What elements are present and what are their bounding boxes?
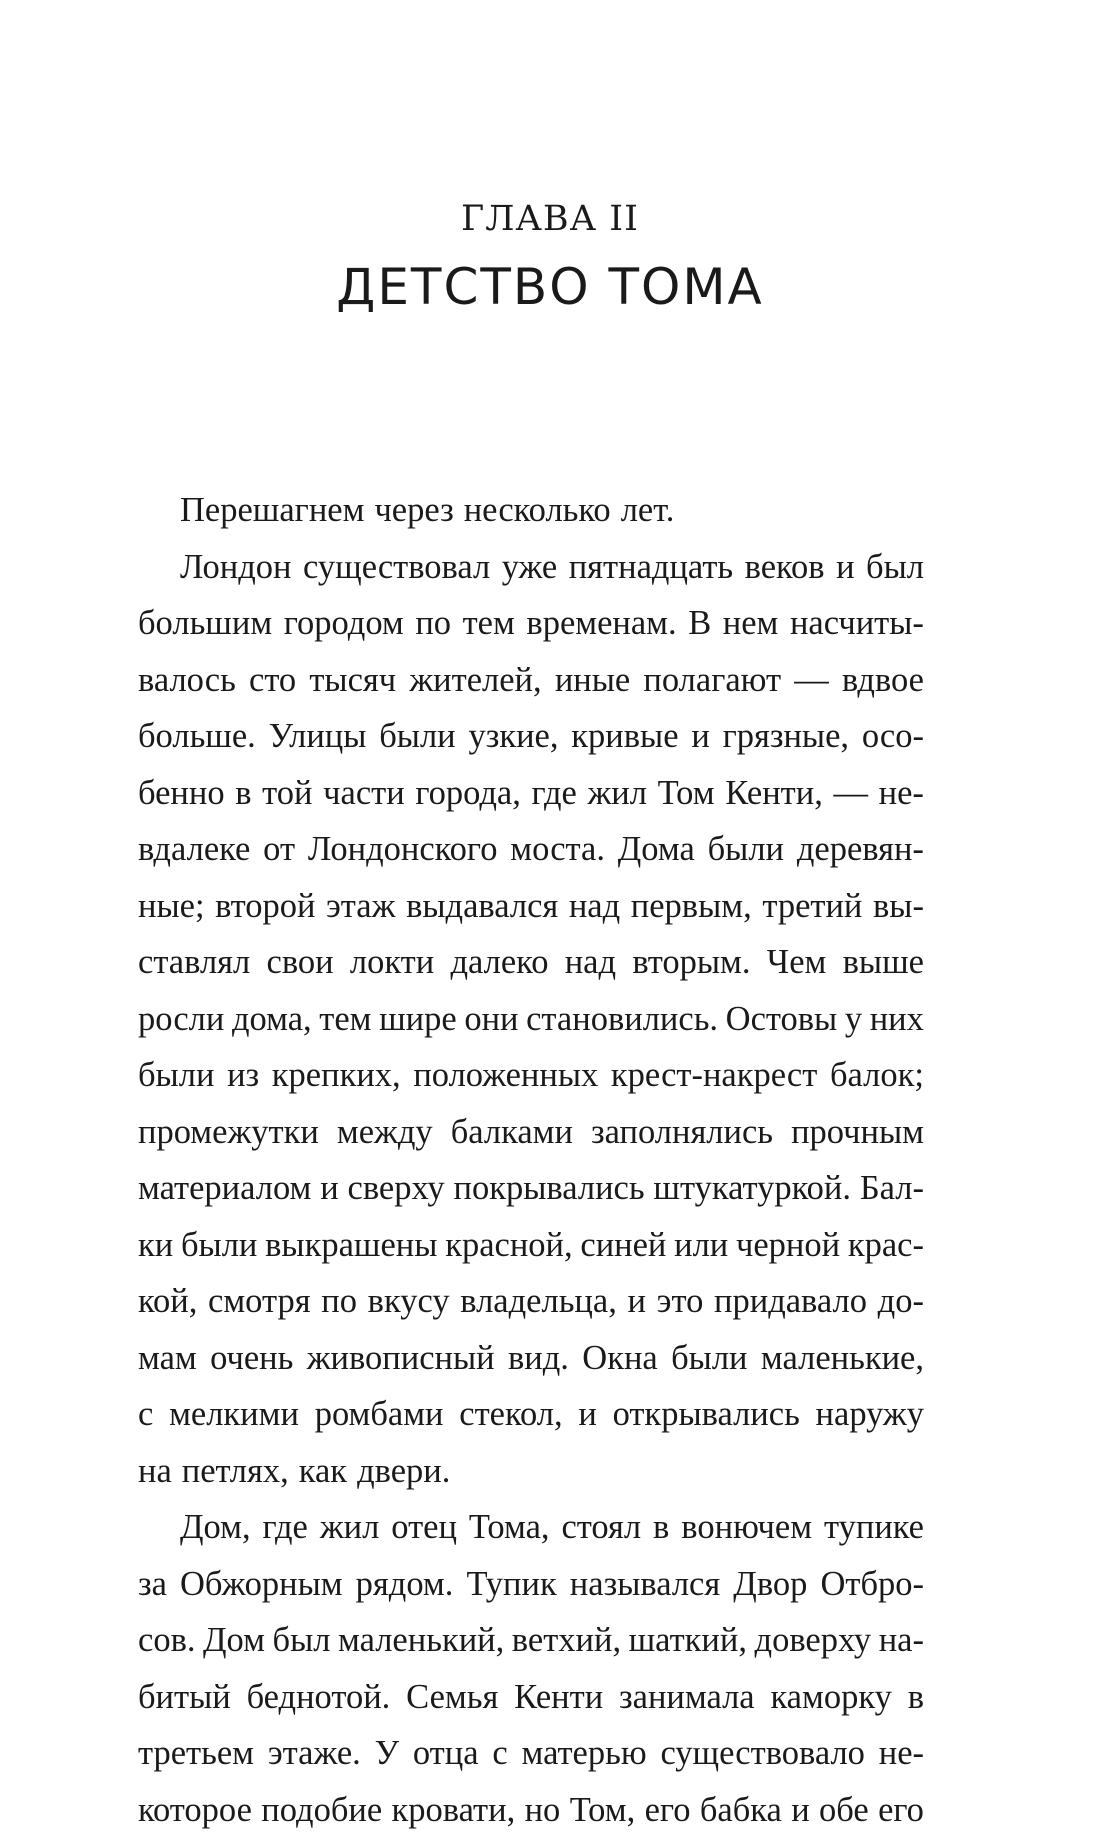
- text-line: сов. Дом был маленький, ветхий, шаткий, доверху на-: [138, 1612, 924, 1669]
- text-line: большим городом по тем временам. В нем насчиты-: [138, 595, 924, 652]
- text-line: ки были выкрашены красной, синей или черной крас-: [138, 1217, 924, 1274]
- text-line: промежутки между балками заполнялись прочным: [138, 1104, 924, 1161]
- text-line: Дом, где жил отец Тома, стоял в вонючем тупике: [138, 1499, 924, 1556]
- text-line: кой, смотря по вкусу владельца, и это придавало до-: [138, 1273, 924, 1330]
- text-line: бенно в той части города, где жил Том Кенти, — не-: [138, 765, 924, 822]
- text-line: Перешагнем через несколько лет.: [138, 482, 924, 539]
- body-text: [138, 482, 924, 1838]
- text-line: третьем этаже. У отца с матерью существовало не-: [138, 1725, 924, 1782]
- chapter-number: ГЛАВА II: [0, 198, 1100, 240]
- text-line: битый беднотой. Семья Кенти занимала каморку в: [138, 1669, 924, 1726]
- text-line: которое подобие кровати, но Том, его бабка и обе его: [138, 1782, 924, 1838]
- text-line: росли дома, тем шире они становились. Остовы у них: [138, 991, 924, 1048]
- text-line: за Обжорным рядом. Тупик назывался Двор Отбро-: [138, 1556, 924, 1613]
- text-line: Лондон существовал уже пятнадцать веков и был: [138, 539, 924, 596]
- text-line: на петлях, как двери.: [138, 1443, 924, 1500]
- text-line: с мелкими ромбами стекол, и открывались наружу: [138, 1386, 924, 1443]
- text-line: валось сто тысяч жителей, иные полагают — вдвое: [138, 652, 924, 709]
- text-line: материалом и сверху покрывались штукатуркой. Бал-: [138, 1160, 924, 1217]
- chapter-title: ДЕТСТВО ТОМА: [0, 257, 1100, 317]
- text-line: были из крепких, положенных крест-накрест балок;: [138, 1047, 924, 1104]
- text-line: ставлял свои локти далеко над вторым. Чем выше: [138, 934, 924, 991]
- text-line: больше. Улицы были узкие, кривые и грязные, осо-: [138, 708, 924, 765]
- text-line: ные; второй этаж выдавался над первым, третий вы-: [138, 878, 924, 935]
- text-line: мам очень живописный вид. Окна были маленькие,: [138, 1330, 924, 1387]
- text-line: вдалеке от Лондонского моста. Дома были деревян-: [138, 821, 924, 878]
